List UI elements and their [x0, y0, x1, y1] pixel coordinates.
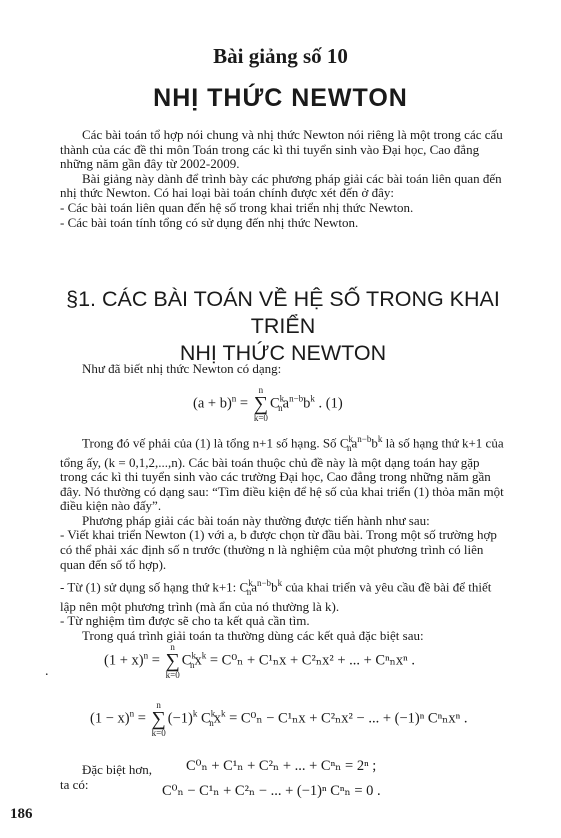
formula-1-left: (a + b) — [193, 395, 232, 412]
formula-one-minus-x: $(1 - x)^n$ = n ∑ k=0 $(-1)^k$ $C^k_nx^k = C^0_n - C^1_nx + C^2_nx^2$ − ... + (−1)ⁿ Cⁿₙxⁿ . — [90, 700, 468, 738]
formula-binomial: $(a + b)^n$ = n ∑ k=0 $C^k_na^{n-b}b^k$ . (1) — [193, 385, 343, 423]
page-number: 186 — [10, 806, 33, 822]
lecture-title: Bài giảng số 10 — [213, 44, 348, 68]
intro-bullet-1: - Các bài toán liên quan đến hệ số trong khai triển nhị thức Newton. — [60, 199, 414, 215]
intro-bullet-2: - Các bài toán tính tổng có sử dụng đến nhị thức Newton. — [60, 214, 359, 230]
paragraph-newton-form: Như đã biết nhị thức Newton có dạng: — [82, 361, 282, 376]
special-label: Đặc biệt hơn, ta có: — [60, 762, 153, 792]
intro-section — [60, 128, 506, 230]
paragraph-term: Trong đó vế phải của (1) là tổng n+1 số hạng. Số $C^k_na^{n-b}b^k$ là số hạng thứ k+1 của tổng ấy, (k = 0,1,2,...,n). Các bài toán thuộc chủ đề này là một dạng toán hay gặp trong các kì thi tuyển sinh vào các trường Đại học, Cao đẳng trong những năm gần đây. Nó thường có dạng sau: “Tìm điều kiện để hệ số của khai triển (1) thỏa mãn một điều kiện nào đấy”. — [60, 434, 504, 514]
section-heading-line-1: §1. CÁC BÀI TOÁN VỀ HỆ SỐ TRONG KHAI TRIỂN — [66, 287, 500, 338]
intro-paragraph-1: Các bài toán tổ hợp nói chung và nhị thức Newton nói riêng là một trong các cấu thành của các đề thi môn Toán trong các kì thi tuyển sinh vào Đại học, Cao đẳng những năm gần đây từ 2002-2009. — [60, 127, 503, 172]
formula-1-label: . (1) — [318, 395, 343, 412]
step-2: - Từ (1) sử dụng số hạng thứ k+1: $C^k_na^{n-b}b^k$ của khai triển và yêu cầu đề bài để thiết lập nên một phương trình (mà ẩn của nó thường là k). — [60, 578, 492, 614]
stray-dot: . — [45, 664, 49, 679]
formula-sum-zero: C⁰ₙ − C¹ₙ + C²ₙ − ... + (−1)ⁿ Cⁿₙ = 0 . — [162, 783, 381, 799]
sigma-symbol: n ∑ k=0 — [253, 385, 268, 423]
section-heading — [40, 286, 526, 367]
intro-formula-text — [60, 362, 506, 377]
main-body — [60, 432, 506, 644]
step-1: - Viết khai triển Newton (1) với a, b được chọn từ đầu bài. Trong một số trường hợp có thể phải xác định số n trước (thường n là nghiệm của một phương trình có liên quan đến số tổ hợp). — [60, 527, 497, 572]
sigma-symbol: n ∑ k=0 — [165, 642, 180, 680]
intro-paragraph-2: Bài giảng này dành để trình bày các phương pháp giải các bài toán liên quan đến nhị thức Newton. Có hai loại bài toán chính được xét đến ở đây: — [60, 170, 502, 201]
paragraph-special: Trong quá trình giải toán ta thường dùng các kết quả đặc biệt sau: — [82, 627, 424, 643]
paragraph-method: Phương pháp giải các bài toán này thường được tiến hành như sau: — [82, 512, 430, 528]
chapter-title: NHỊ THỨC NEWTON — [153, 84, 408, 112]
step-3: - Từ nghiệm tìm được sẽ cho ta kết quả cần tìm. — [60, 613, 310, 629]
formula-one-plus-x: $(1 + x)^n$ = n ∑ k=0 $C^k_nx^k = C^0_n + C^1_nx + C^2_nx^2$ + ... + Cⁿₙxⁿ . — [104, 642, 415, 680]
formula-sum-2n: C⁰ₙ + C¹ₙ + C²ₙ + ... + Cⁿₙ = 2ⁿ ; — [186, 758, 377, 774]
sigma-symbol: n ∑ k=0 — [151, 700, 166, 738]
section-heading-line-2: NHỊ THỨC NEWTON — [179, 341, 387, 365]
